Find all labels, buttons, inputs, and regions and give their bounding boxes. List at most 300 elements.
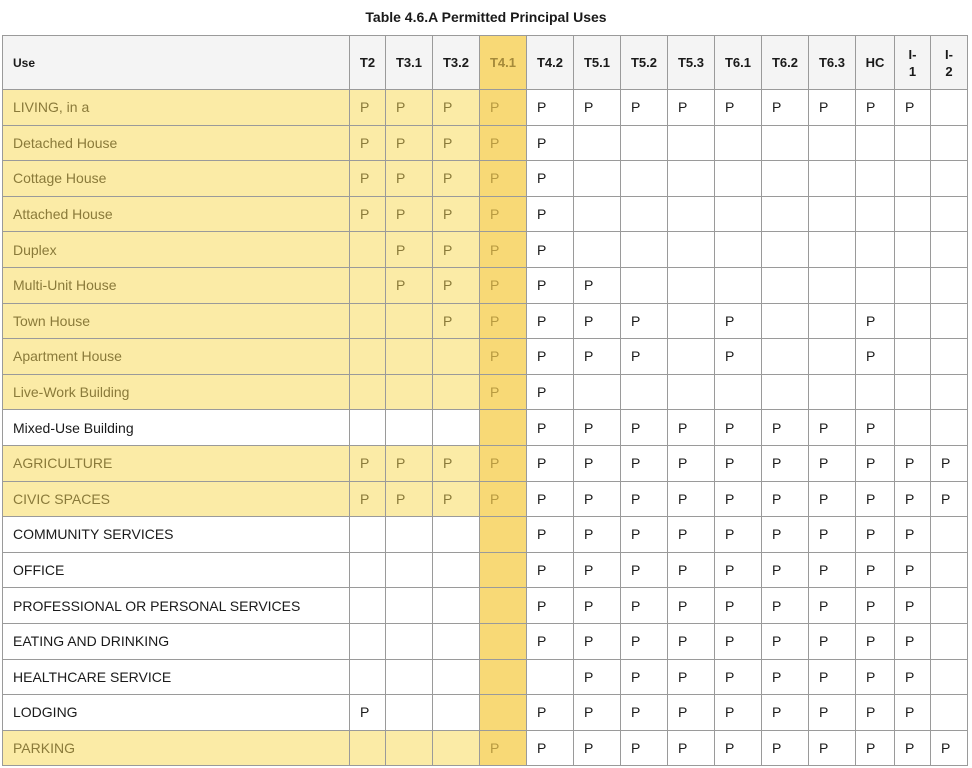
permission-cell	[931, 267, 968, 303]
permission-cell: P	[527, 303, 574, 339]
permission-cell	[433, 339, 480, 375]
permission-cell	[895, 339, 931, 375]
permission-cell	[809, 125, 856, 161]
permission-cell: P	[480, 339, 527, 375]
permission-cell	[856, 196, 895, 232]
permission-cell	[931, 623, 968, 659]
permission-cell	[668, 196, 715, 232]
permission-cell	[350, 623, 386, 659]
permission-cell: P	[433, 303, 480, 339]
permission-cell	[895, 232, 931, 268]
permission-cell	[350, 730, 386, 766]
header-use: Use	[3, 36, 350, 90]
permission-cell	[931, 125, 968, 161]
table-row	[3, 517, 968, 553]
permission-cell: P	[350, 161, 386, 197]
table-row	[3, 267, 968, 303]
use-cell: PROFESSIONAL OR PERSONAL SERVICES	[3, 588, 350, 624]
header-zone: T2	[350, 36, 386, 90]
permission-cell	[895, 125, 931, 161]
table-header	[3, 36, 968, 90]
permission-cell: P	[574, 552, 621, 588]
header-zone: I- 2	[931, 36, 968, 90]
header-zone: T4.2	[527, 36, 574, 90]
permission-cell: P	[621, 410, 668, 446]
permission-cell	[621, 374, 668, 410]
permission-cell: P	[856, 623, 895, 659]
permission-cell: P	[527, 695, 574, 731]
permission-cell: P	[527, 161, 574, 197]
permission-cell: P	[386, 161, 433, 197]
permission-cell	[350, 339, 386, 375]
table-row	[3, 339, 968, 375]
use-cell: CIVIC SPACES	[3, 481, 350, 517]
header-zone: T3.2	[433, 36, 480, 90]
permission-cell	[433, 410, 480, 446]
permission-cell: P	[856, 90, 895, 126]
permission-cell	[433, 588, 480, 624]
permission-cell	[350, 659, 386, 695]
permission-cell	[350, 303, 386, 339]
permission-cell: P	[931, 445, 968, 481]
use-cell: Attached House	[3, 196, 350, 232]
permission-cell	[433, 374, 480, 410]
permission-cell: P	[386, 90, 433, 126]
permission-cell	[856, 232, 895, 268]
permission-cell: P	[856, 552, 895, 588]
use-cell: Cottage House	[3, 161, 350, 197]
permission-cell	[350, 517, 386, 553]
permission-cell	[574, 125, 621, 161]
permission-cell: P	[668, 517, 715, 553]
permission-cell: P	[895, 552, 931, 588]
permission-cell	[480, 588, 527, 624]
permission-cell	[480, 517, 527, 553]
permission-cell: P	[809, 552, 856, 588]
permission-cell: P	[527, 196, 574, 232]
permission-cell: P	[715, 339, 762, 375]
permission-cell: P	[856, 517, 895, 553]
header-zone: T6.3	[809, 36, 856, 90]
permission-cell	[386, 303, 433, 339]
permission-cell: P	[762, 552, 809, 588]
permission-cell	[895, 303, 931, 339]
permission-cell	[574, 161, 621, 197]
permission-cell: P	[856, 730, 895, 766]
permission-cell: P	[856, 695, 895, 731]
permission-cell: P	[574, 303, 621, 339]
permission-cell: P	[668, 552, 715, 588]
permission-cell: P	[527, 374, 574, 410]
permission-cell	[350, 267, 386, 303]
permission-cell: P	[433, 481, 480, 517]
header-zone: T6.1	[715, 36, 762, 90]
use-cell: Apartment House	[3, 339, 350, 375]
permission-cell: P	[621, 303, 668, 339]
permission-cell	[809, 267, 856, 303]
permission-cell: P	[350, 196, 386, 232]
permission-cell: P	[574, 659, 621, 695]
permission-cell	[480, 623, 527, 659]
permission-cell: P	[350, 125, 386, 161]
permission-cell: P	[621, 730, 668, 766]
permission-cell: P	[895, 90, 931, 126]
permission-cell: P	[527, 588, 574, 624]
permission-cell: P	[433, 445, 480, 481]
permission-cell: P	[715, 730, 762, 766]
permission-cell	[386, 374, 433, 410]
permission-cell	[386, 623, 433, 659]
header-row	[3, 36, 968, 90]
permission-cell: P	[574, 517, 621, 553]
permission-cell: P	[433, 196, 480, 232]
table-row	[3, 90, 968, 126]
permission-cell: P	[621, 445, 668, 481]
permission-cell	[668, 374, 715, 410]
use-cell: LIVING, in a	[3, 90, 350, 126]
permission-cell: P	[715, 90, 762, 126]
permission-cell: P	[762, 517, 809, 553]
permission-cell: P	[350, 481, 386, 517]
permission-cell	[809, 339, 856, 375]
permission-cell: P	[715, 588, 762, 624]
permission-cell: P	[895, 588, 931, 624]
permission-cell	[621, 267, 668, 303]
permission-cell	[574, 374, 621, 410]
table-row	[3, 303, 968, 339]
permission-cell: P	[856, 445, 895, 481]
header-zone: T5.1	[574, 36, 621, 90]
permission-cell: P	[931, 481, 968, 517]
permission-cell	[931, 374, 968, 410]
permission-cell: P	[715, 303, 762, 339]
permission-cell	[931, 695, 968, 731]
table-title: Table 4.6.A Permitted Principal Uses	[365, 9, 607, 25]
permission-cell	[762, 267, 809, 303]
permission-cell	[574, 196, 621, 232]
permission-cell	[715, 374, 762, 410]
permission-cell	[895, 374, 931, 410]
permission-cell	[809, 161, 856, 197]
permission-cell: P	[668, 410, 715, 446]
table-row	[3, 623, 968, 659]
permission-cell: P	[574, 623, 621, 659]
table-row	[3, 161, 968, 197]
header-zone: T5.2	[621, 36, 668, 90]
permission-cell: P	[480, 481, 527, 517]
permission-cell: P	[809, 90, 856, 126]
permission-cell: P	[386, 445, 433, 481]
use-cell: OFFICE	[3, 552, 350, 588]
permission-cell: P	[480, 730, 527, 766]
table-row	[3, 552, 968, 588]
permission-cell: P	[527, 339, 574, 375]
permission-cell: P	[386, 125, 433, 161]
permission-cell	[715, 232, 762, 268]
permission-cell	[433, 695, 480, 731]
permission-cell: P	[668, 730, 715, 766]
permission-cell: P	[527, 410, 574, 446]
permission-cell: P	[668, 695, 715, 731]
use-cell: Detached House	[3, 125, 350, 161]
permission-cell	[350, 410, 386, 446]
table-row	[3, 445, 968, 481]
permission-cell: P	[621, 339, 668, 375]
permission-cell	[350, 374, 386, 410]
permission-cell: P	[715, 695, 762, 731]
permission-cell: P	[574, 445, 621, 481]
permission-cell	[386, 339, 433, 375]
permission-cell	[762, 161, 809, 197]
permission-cell: P	[527, 125, 574, 161]
permission-cell	[856, 267, 895, 303]
permission-cell	[621, 196, 668, 232]
permission-cell	[931, 552, 968, 588]
permission-cell: P	[809, 481, 856, 517]
permission-cell: P	[895, 730, 931, 766]
permission-cell: P	[809, 730, 856, 766]
permission-cell: P	[809, 659, 856, 695]
permission-cell	[433, 517, 480, 553]
permission-cell	[715, 196, 762, 232]
permission-cell	[809, 374, 856, 410]
permission-cell: P	[715, 552, 762, 588]
permission-cell	[856, 161, 895, 197]
permission-cell	[895, 410, 931, 446]
header-zone: T5.3	[668, 36, 715, 90]
permission-cell: P	[668, 623, 715, 659]
permission-cell: P	[433, 90, 480, 126]
permission-cell	[895, 196, 931, 232]
permission-cell	[480, 695, 527, 731]
permission-cell: P	[350, 695, 386, 731]
permission-cell: P	[386, 232, 433, 268]
permission-cell: P	[931, 730, 968, 766]
permission-cell: P	[856, 410, 895, 446]
permission-cell: P	[762, 481, 809, 517]
use-cell: Live-Work Building	[3, 374, 350, 410]
permission-cell: P	[715, 623, 762, 659]
header-zone: HC	[856, 36, 895, 90]
permission-cell	[931, 410, 968, 446]
permission-cell: P	[574, 90, 621, 126]
permission-cell: P	[895, 445, 931, 481]
permission-cell: P	[668, 588, 715, 624]
permission-cell: P	[480, 267, 527, 303]
permission-cell: P	[621, 552, 668, 588]
use-cell: PARKING	[3, 730, 350, 766]
permission-cell	[350, 552, 386, 588]
permission-cell: P	[480, 374, 527, 410]
permission-cell	[931, 161, 968, 197]
permission-cell: P	[386, 196, 433, 232]
permission-cell	[668, 267, 715, 303]
permission-cell	[762, 125, 809, 161]
permission-cell: P	[715, 481, 762, 517]
permission-cell: P	[480, 161, 527, 197]
permission-cell	[668, 232, 715, 268]
permission-cell	[762, 339, 809, 375]
permission-cell: P	[574, 588, 621, 624]
permission-cell: P	[809, 588, 856, 624]
permission-cell: P	[527, 445, 574, 481]
permission-cell: P	[668, 445, 715, 481]
permission-cell: P	[895, 623, 931, 659]
permission-cell	[621, 125, 668, 161]
permission-cell: P	[350, 90, 386, 126]
permission-cell: P	[856, 481, 895, 517]
table-row	[3, 232, 968, 268]
permission-cell: P	[621, 623, 668, 659]
permission-cell	[715, 267, 762, 303]
header-zone: I- 1	[895, 36, 931, 90]
permission-cell	[931, 659, 968, 695]
permission-cell	[715, 125, 762, 161]
header-zone: T3.1	[386, 36, 433, 90]
permission-cell	[433, 552, 480, 588]
permission-cell: P	[433, 125, 480, 161]
permission-cell: P	[762, 90, 809, 126]
permission-cell	[931, 90, 968, 126]
use-cell: LODGING	[3, 695, 350, 731]
use-cell: COMMUNITY SERVICES	[3, 517, 350, 553]
permission-cell: P	[621, 588, 668, 624]
permission-cell: P	[895, 481, 931, 517]
permission-cell: P	[856, 588, 895, 624]
permission-cell: P	[762, 410, 809, 446]
permission-cell: P	[574, 481, 621, 517]
permission-cell	[527, 659, 574, 695]
permission-cell: P	[809, 623, 856, 659]
permission-cell: P	[433, 161, 480, 197]
table-row	[3, 695, 968, 731]
permission-cell: P	[715, 659, 762, 695]
permission-cell: P	[480, 125, 527, 161]
permission-cell: P	[433, 267, 480, 303]
permission-cell	[762, 374, 809, 410]
permission-cell: P	[621, 90, 668, 126]
use-cell: Duplex	[3, 232, 350, 268]
permission-cell: P	[715, 445, 762, 481]
permission-cell: P	[527, 730, 574, 766]
permission-cell: P	[433, 232, 480, 268]
permission-cell	[350, 232, 386, 268]
permission-cell: P	[809, 445, 856, 481]
permission-cell: P	[574, 695, 621, 731]
permission-cell: P	[809, 695, 856, 731]
table-row	[3, 730, 968, 766]
permission-cell: P	[762, 659, 809, 695]
permission-cell: P	[574, 267, 621, 303]
permission-cell	[931, 232, 968, 268]
permission-cell	[762, 196, 809, 232]
permission-cell	[386, 730, 433, 766]
permission-cell: P	[762, 695, 809, 731]
header-zone: T4.1	[480, 36, 527, 90]
permission-cell: P	[668, 481, 715, 517]
table-row	[3, 125, 968, 161]
permission-cell: P	[480, 232, 527, 268]
table-body	[3, 90, 968, 766]
use-cell: Mixed-Use Building	[3, 410, 350, 446]
permission-cell: P	[809, 517, 856, 553]
permission-cell: P	[574, 730, 621, 766]
permission-cell	[433, 623, 480, 659]
permission-cell	[895, 161, 931, 197]
table-row	[3, 410, 968, 446]
use-cell: Multi-Unit House	[3, 267, 350, 303]
use-cell: HEALTHCARE SERVICE	[3, 659, 350, 695]
permission-cell: P	[668, 659, 715, 695]
table-row	[3, 659, 968, 695]
use-cell: EATING AND DRINKING	[3, 623, 350, 659]
permission-cell: P	[895, 517, 931, 553]
permission-cell: P	[621, 481, 668, 517]
permission-cell	[856, 374, 895, 410]
permission-cell	[621, 232, 668, 268]
header-zone: T6.2	[762, 36, 809, 90]
table-row	[3, 588, 968, 624]
permission-cell	[433, 659, 480, 695]
permission-cell: P	[895, 659, 931, 695]
permission-cell: P	[621, 517, 668, 553]
permission-cell	[931, 303, 968, 339]
permission-cell	[668, 125, 715, 161]
permission-cell	[762, 232, 809, 268]
table-row	[3, 374, 968, 410]
table-row	[3, 481, 968, 517]
permission-cell: P	[895, 695, 931, 731]
permission-cell	[931, 517, 968, 553]
permission-cell: P	[762, 623, 809, 659]
permission-cell: P	[350, 445, 386, 481]
permission-cell	[809, 196, 856, 232]
permission-cell	[809, 303, 856, 339]
permission-cell: P	[715, 517, 762, 553]
permission-cell	[621, 161, 668, 197]
permission-cell: P	[386, 481, 433, 517]
permission-cell	[574, 232, 621, 268]
permission-cell: P	[762, 730, 809, 766]
permission-cell	[386, 695, 433, 731]
permission-cell	[480, 552, 527, 588]
permission-cell: P	[480, 303, 527, 339]
permission-cell: P	[527, 623, 574, 659]
permission-cell: P	[527, 232, 574, 268]
permission-cell: P	[762, 445, 809, 481]
permission-cell: P	[809, 410, 856, 446]
use-cell: AGRICULTURE	[3, 445, 350, 481]
use-cell: Town House	[3, 303, 350, 339]
permission-cell	[668, 303, 715, 339]
permission-cell	[762, 303, 809, 339]
permission-cell: P	[715, 410, 762, 446]
permission-cell	[856, 125, 895, 161]
permission-cell: P	[480, 90, 527, 126]
permission-cell: P	[856, 339, 895, 375]
permission-cell: P	[668, 90, 715, 126]
permission-cell	[350, 588, 386, 624]
permission-cell	[715, 161, 762, 197]
permission-cell	[809, 232, 856, 268]
permission-cell	[895, 267, 931, 303]
permission-cell: P	[621, 695, 668, 731]
permission-cell	[931, 339, 968, 375]
permission-cell	[931, 196, 968, 232]
permission-cell: P	[480, 196, 527, 232]
permission-cell: P	[527, 481, 574, 517]
permission-cell: P	[527, 517, 574, 553]
